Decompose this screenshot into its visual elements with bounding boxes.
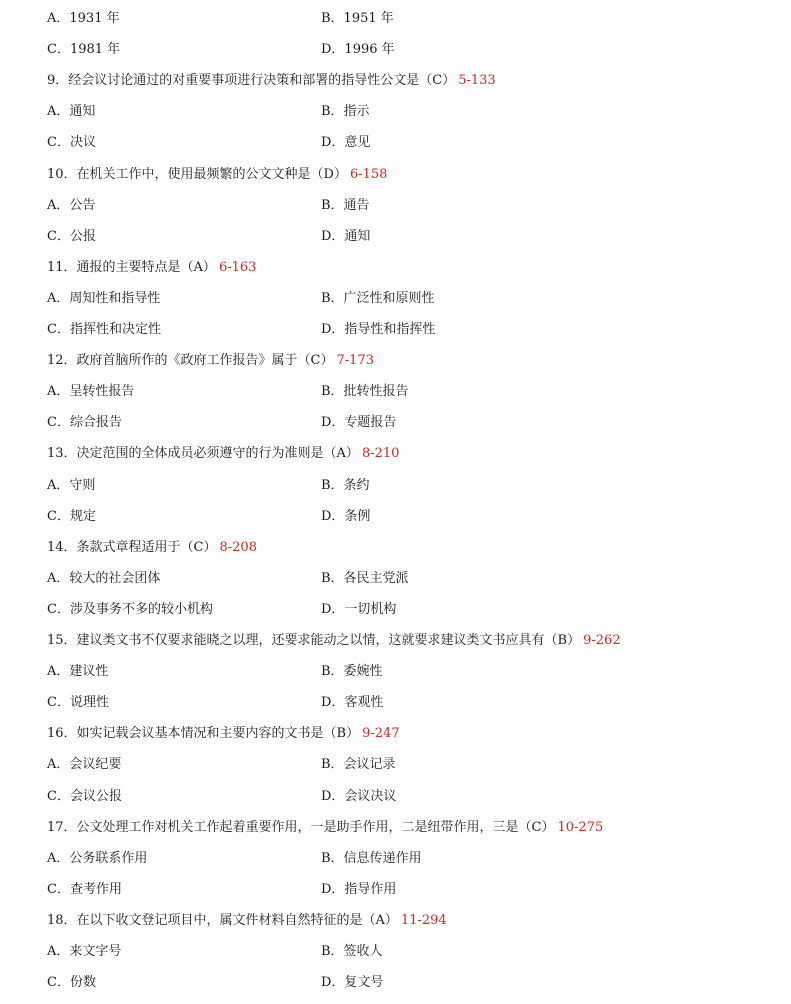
question-line: [47, 444, 399, 464]
question-text: 13．决定范围的全体成员必须遵守的行为准则是（A）: [47, 446, 359, 462]
option-left: C．决议: [47, 135, 96, 151]
option-left: A．建议性: [47, 664, 109, 680]
option-right: D．通知: [321, 228, 371, 244]
question-line: [47, 631, 621, 651]
option-right: B．会议记录: [321, 757, 396, 773]
question-line: [47, 71, 496, 91]
options-row: [0, 9, 791, 40]
question-line: [47, 258, 256, 278]
options-row: [0, 507, 791, 538]
options-row: [0, 133, 791, 164]
question-line: [47, 351, 374, 371]
option-left: A．会议纪要: [47, 757, 122, 773]
options-row: [0, 413, 791, 444]
option-right: B．批转性报告: [321, 384, 409, 400]
option-right: D．指导性和指挥性: [321, 322, 436, 337]
question-row: [0, 911, 791, 942]
options-row: [0, 102, 791, 133]
question-line: [47, 165, 387, 185]
page-reference: 10-275: [557, 819, 604, 835]
options-row: [0, 320, 791, 351]
option-right: B．各民主党派: [321, 570, 409, 586]
question-line: [47, 724, 400, 744]
question-row: [0, 631, 791, 662]
option-right: B．通告: [321, 197, 370, 213]
question-text: 16．如实记载会议基本情况和主要内容的文书是（B）: [47, 726, 360, 742]
question-line: [47, 818, 603, 838]
option-left: C．查考作用: [47, 881, 122, 897]
option-right: B．委婉性: [321, 664, 383, 680]
options-row: [0, 849, 791, 880]
question-row: [0, 165, 791, 196]
option-right: D．客观性: [321, 695, 384, 711]
option-left: A．公告: [47, 197, 96, 213]
page-reference: 9-247: [362, 726, 400, 742]
page-reference: 6-163: [218, 259, 257, 275]
options-row: [0, 382, 791, 413]
question-text: 11．通报的主要特点是（A）: [47, 259, 216, 275]
options-row: [0, 227, 791, 258]
option-left: C．涉及事务不多的较小机构: [47, 601, 213, 617]
option-left: C．说理性: [47, 695, 109, 711]
question-text: 14．条款式章程适用于（C）: [47, 539, 217, 555]
page-reference: 5-133: [458, 73, 496, 89]
option-left: C．1981 年: [47, 42, 121, 58]
option-left: C．指挥性和决定性: [47, 322, 161, 337]
page-reference: 9-262: [583, 633, 621, 648]
options-row: [0, 755, 791, 786]
question-line: [47, 911, 447, 931]
option-right: B．条约: [321, 477, 370, 493]
option-left: C．份数: [47, 975, 96, 991]
option-right: D．指导作用: [321, 881, 397, 897]
page-reference: 8-208: [219, 539, 257, 555]
options-row: [0, 600, 791, 631]
question-row: [0, 538, 791, 569]
question-row: [0, 258, 791, 289]
option-left: A．守则: [47, 477, 96, 493]
question-text: 15．建议类文书不仅要求能晓之以理，还要求能动之以情，这就要求建议类文书应具有（B）: [47, 633, 581, 648]
question-row: [0, 724, 791, 755]
option-right: D．意见: [321, 135, 371, 151]
question-text: 17．公文处理工作对机关工作起着重要作用，一是助手作用，二是纽带作用，三是（C）: [47, 819, 555, 835]
options-row: [0, 289, 791, 320]
option-right: B．广泛性和原则性: [321, 290, 435, 306]
option-right: D．专题报告: [321, 415, 397, 431]
option-right: D．条例: [321, 508, 371, 524]
page-reference: 6-158: [349, 166, 388, 182]
option-left: A．公务联系作用: [47, 850, 148, 866]
option-left: C．会议公报: [47, 788, 122, 804]
options-row: [0, 569, 791, 600]
option-left: A．通知: [47, 104, 96, 120]
question-text: 9．经会议讨论通过的对重要事项进行决策和部署的指导性公文是（C）: [47, 73, 456, 89]
question-row: [0, 351, 791, 382]
option-left: A．周知性和指导性: [47, 290, 161, 306]
option-left: A．来文字号: [47, 944, 122, 959]
question-line: [47, 538, 257, 558]
question-text: 12．政府首脑所作的《政府工作报告》属于（C）: [47, 353, 334, 369]
question-row: [0, 71, 791, 102]
option-left: C．规定: [47, 508, 96, 524]
option-right: B．1951 年: [321, 11, 394, 26]
option-left: A．呈转性报告: [47, 384, 135, 400]
options-row: [0, 196, 791, 227]
option-left: A．较大的社会团体: [47, 570, 161, 586]
question-row: [0, 444, 791, 475]
question-text: 18．在以下收文登记项目中，属文件材料自然特征的是（A）: [47, 912, 398, 928]
page-reference: 7-173: [336, 353, 374, 369]
options-row: [0, 40, 791, 71]
option-left: A．1931 年: [47, 11, 120, 26]
question-text: 10．在机关工作中，使用最频繁的公文文种是（D）: [47, 166, 347, 182]
option-left: C．公报: [47, 228, 96, 244]
question-row: [0, 818, 791, 849]
option-right: D．1996 年: [321, 42, 395, 58]
option-right: D．一切机构: [321, 601, 397, 617]
option-right: B．签收人: [321, 944, 383, 959]
option-left: C．综合报告: [47, 415, 122, 431]
options-row: [0, 662, 791, 693]
page-reference: 8-210: [361, 446, 400, 462]
options-row: [0, 973, 791, 1004]
options-row: [0, 476, 791, 507]
option-right: D．复文号: [321, 975, 384, 991]
option-right: B．指示: [321, 104, 370, 120]
option-right: D．会议决议: [321, 788, 397, 804]
option-right: B．信息传递作用: [321, 850, 422, 866]
options-row: [0, 942, 791, 973]
options-row: [0, 693, 791, 724]
page-reference: 11-294: [400, 912, 447, 928]
options-row: [0, 787, 791, 818]
options-row: [0, 880, 791, 911]
